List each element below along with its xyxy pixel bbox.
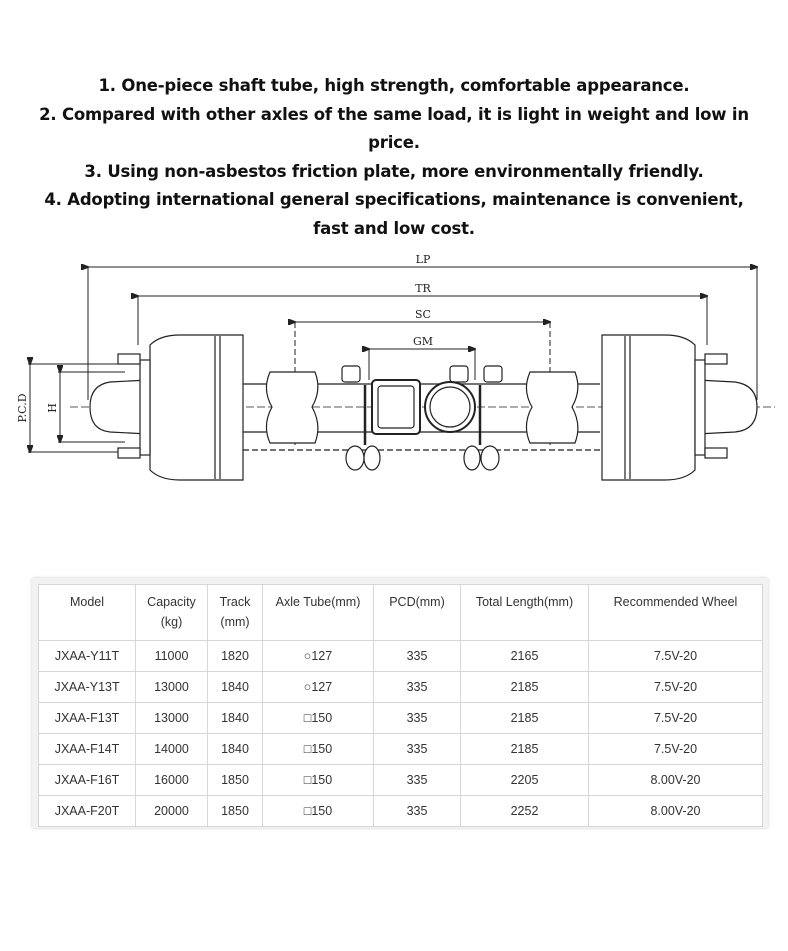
cell-recommended-wheel: 7.5V-20 — [589, 672, 763, 703]
cell-pcd: 335 — [374, 765, 461, 796]
brake-chambers — [342, 366, 502, 470]
axle-diagram — [0, 250, 788, 510]
cell-recommended-wheel: 7.5V-20 — [589, 641, 763, 672]
cell-capacity: 16000 — [136, 765, 208, 796]
cell-track: 1840 — [208, 734, 263, 765]
cell-track: 1840 — [208, 672, 263, 703]
cell-axle-tube: □150 — [263, 734, 374, 765]
cell-total-length: 2185 — [461, 703, 589, 734]
feature-item: 1. One-piece shaft tube, high strength, comfortable appearance. — [98, 76, 690, 95]
feature-list — [0, 72, 788, 243]
dimension-label-pcd: P.C.D — [16, 393, 29, 423]
cell-axle-tube: □150 — [263, 703, 374, 734]
header-capacity: Capacity (kg) — [136, 585, 208, 641]
table-row — [39, 796, 763, 827]
feature-item: 4. Adopting international general specifications, maintenance is convenient, fast and low cost. — [44, 190, 744, 238]
cell-capacity: 13000 — [136, 703, 208, 734]
cell-total-length: 2185 — [461, 672, 589, 703]
cell-model: JXAA-Y11T — [39, 641, 136, 672]
cell-track: 1850 — [208, 796, 263, 827]
right-brake-drum — [602, 335, 757, 480]
cell-capacity: 13000 — [136, 672, 208, 703]
cell-total-length: 2185 — [461, 734, 589, 765]
cell-total-length: 2165 — [461, 641, 589, 672]
header-track: Track (mm) — [208, 585, 263, 641]
table-row — [39, 672, 763, 703]
spec-table — [38, 584, 763, 827]
cell-model: JXAA-F16T — [39, 765, 136, 796]
cell-recommended-wheel: 8.00V-20 — [589, 765, 763, 796]
table-row — [39, 765, 763, 796]
feature-item: 2. Compared with other axles of the same load, it is light in weight and low in price. — [39, 104, 749, 152]
table-header-row — [39, 585, 763, 641]
table-row — [39, 641, 763, 672]
cell-capacity: 14000 — [136, 734, 208, 765]
cell-total-length: 2252 — [461, 796, 589, 827]
header-total-length: Total Length(mm) — [461, 585, 589, 641]
cell-track: 1840 — [208, 703, 263, 734]
dimension-label-tr: TR — [415, 282, 431, 295]
cell-axle-tube: ○127 — [263, 672, 374, 703]
cell-model: JXAA-F20T — [39, 796, 136, 827]
table-row — [39, 734, 763, 765]
cell-model: JXAA-F13T — [39, 703, 136, 734]
cell-axle-tube: □150 — [263, 796, 374, 827]
cell-pcd: 335 — [374, 703, 461, 734]
table-row — [39, 703, 763, 734]
header-recommended-wheel: Recommended Wheel — [589, 585, 763, 641]
cell-model: JXAA-F14T — [39, 734, 136, 765]
cell-recommended-wheel: 7.5V-20 — [589, 734, 763, 765]
cell-capacity: 11000 — [136, 641, 208, 672]
left-brake-drum — [90, 335, 243, 480]
cell-pcd: 335 — [374, 734, 461, 765]
cell-axle-tube: □150 — [263, 765, 374, 796]
cell-track: 1820 — [208, 641, 263, 672]
cell-axle-tube: ○127 — [263, 641, 374, 672]
dimension-label-h: H — [46, 403, 59, 413]
cell-model: JXAA-Y13T — [39, 672, 136, 703]
dimension-label-gm: GM — [412, 335, 434, 348]
cell-pcd: 335 — [374, 641, 461, 672]
cell-track: 1850 — [208, 765, 263, 796]
spec-table-container — [32, 578, 768, 828]
dimension-label-sc: SC — [415, 308, 431, 321]
cell-total-length: 2205 — [461, 765, 589, 796]
cell-recommended-wheel: 7.5V-20 — [589, 703, 763, 734]
header-pcd: PCD(mm) — [374, 585, 461, 641]
cell-capacity: 20000 — [136, 796, 208, 827]
cell-pcd: 335 — [374, 796, 461, 827]
feature-item: 3. Using non-asbestos friction plate, more environmentally friendly. — [84, 161, 704, 181]
header-model: Model — [39, 585, 136, 641]
dimension-label-lp: LP — [415, 253, 431, 266]
cell-pcd: 335 — [374, 672, 461, 703]
cell-recommended-wheel: 8.00V-20 — [589, 796, 763, 827]
header-axle-tube: Axle Tube(mm) — [263, 585, 374, 641]
